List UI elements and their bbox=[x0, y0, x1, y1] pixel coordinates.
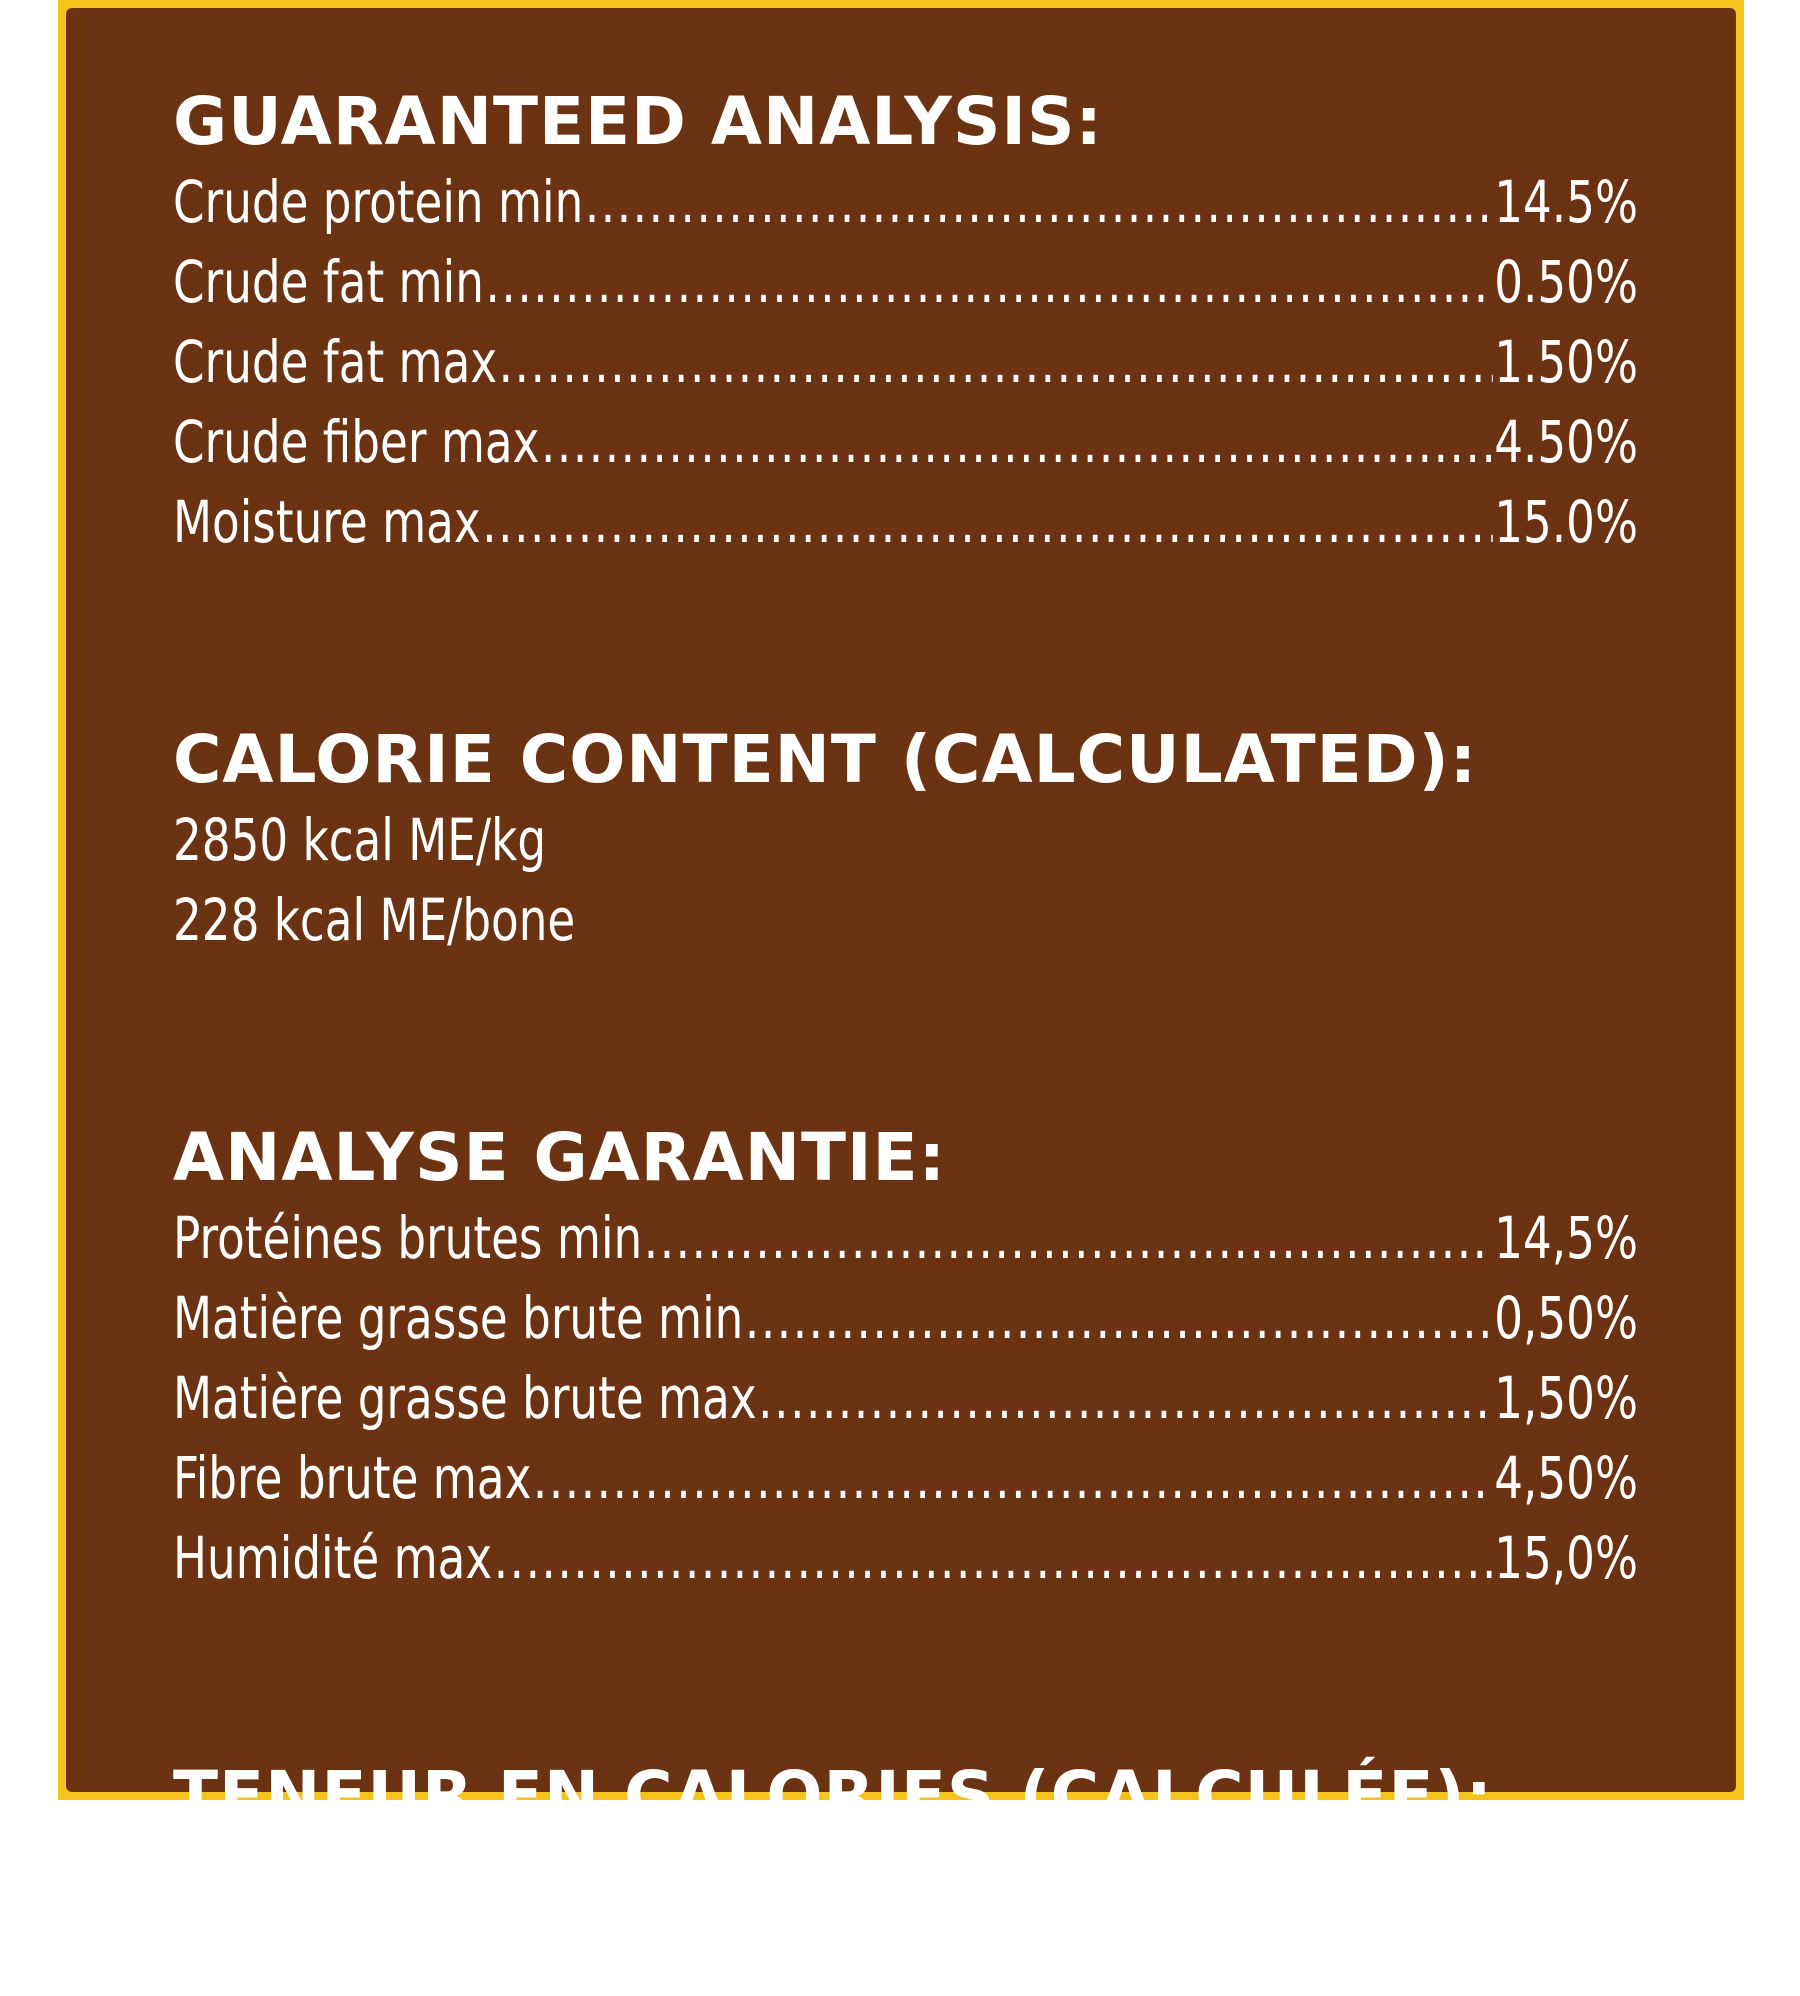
leader-dots bbox=[644, 1198, 1493, 1278]
analysis-row-label: Moisture max bbox=[173, 488, 481, 556]
leader-dots bbox=[499, 322, 1493, 402]
analysis-row bbox=[173, 322, 1638, 402]
analysis-row-value: 15,0% bbox=[1494, 1524, 1638, 1592]
analysis-row-label: Matière grasse brute min bbox=[173, 1284, 744, 1352]
leader-dots bbox=[482, 482, 1492, 562]
analysis-row-value: 0.50% bbox=[1494, 248, 1638, 316]
analysis-row-label: Fibre brute max bbox=[173, 1444, 532, 1512]
leader-dots bbox=[745, 1278, 1493, 1358]
calorie-line: 228 kcal ME/bone bbox=[173, 886, 576, 954]
leader-dots bbox=[494, 1518, 1493, 1598]
guaranteed-analysis-heading: GUARANTEED ANALYSIS: bbox=[173, 83, 1103, 160]
analysis-row-value: 15.0% bbox=[1494, 488, 1638, 556]
calorie-line: 228 kcal ME/os bbox=[173, 1922, 514, 1990]
section-spacer bbox=[173, 562, 1638, 720]
leader-dots bbox=[541, 402, 1493, 482]
analysis-row-label: Protéines brutes min bbox=[173, 1204, 643, 1272]
nutrition-content bbox=[173, 82, 1638, 1996]
analysis-row-label: Crude fat max bbox=[173, 328, 498, 396]
teneur-calories-heading: TENEUR EN CALORIES (CALCULÉE): bbox=[173, 1757, 1493, 1834]
calorie-line: 2850 kcal ME/kg bbox=[173, 1842, 547, 1910]
analysis-row bbox=[173, 1438, 1638, 1518]
analysis-row bbox=[173, 1518, 1638, 1598]
analysis-row-label: Crude protein min bbox=[173, 168, 584, 236]
analysis-row bbox=[173, 1278, 1638, 1358]
analysis-row-value: 14,5% bbox=[1494, 1204, 1638, 1272]
leader-dots bbox=[533, 1438, 1493, 1518]
analysis-row bbox=[173, 242, 1638, 322]
analysis-row-label: Humidité max bbox=[173, 1524, 493, 1592]
analysis-row bbox=[173, 1198, 1638, 1278]
analysis-row bbox=[173, 162, 1638, 242]
analysis-row bbox=[173, 402, 1638, 482]
analyse-garantie-heading: ANALYSE GARANTIE: bbox=[173, 1119, 947, 1196]
analysis-row-value: 0,50% bbox=[1494, 1284, 1638, 1352]
analysis-row-value: 4,50% bbox=[1494, 1444, 1638, 1512]
analysis-row bbox=[173, 482, 1638, 562]
leader-dots bbox=[758, 1358, 1492, 1438]
section-spacer bbox=[173, 960, 1638, 1118]
leader-dots bbox=[485, 242, 1492, 322]
analysis-row-value: 1.50% bbox=[1494, 328, 1638, 396]
calorie-content-heading: CALORIE CONTENT (CALCULATED): bbox=[173, 721, 1478, 798]
analysis-row-value: 1,50% bbox=[1494, 1364, 1638, 1432]
calorie-line: 2850 kcal ME/kg bbox=[173, 806, 547, 874]
analysis-row-value: 14.5% bbox=[1494, 168, 1638, 236]
section-spacer bbox=[173, 1598, 1638, 1756]
analysis-row bbox=[173, 1358, 1638, 1438]
leader-dots bbox=[585, 162, 1493, 242]
analysis-row-label: Crude fat min bbox=[173, 248, 484, 316]
analysis-row-value: 4.50% bbox=[1494, 408, 1638, 476]
analysis-row-label: Matière grasse brute max bbox=[173, 1364, 757, 1432]
analysis-row-label: Crude fiber max bbox=[173, 408, 540, 476]
